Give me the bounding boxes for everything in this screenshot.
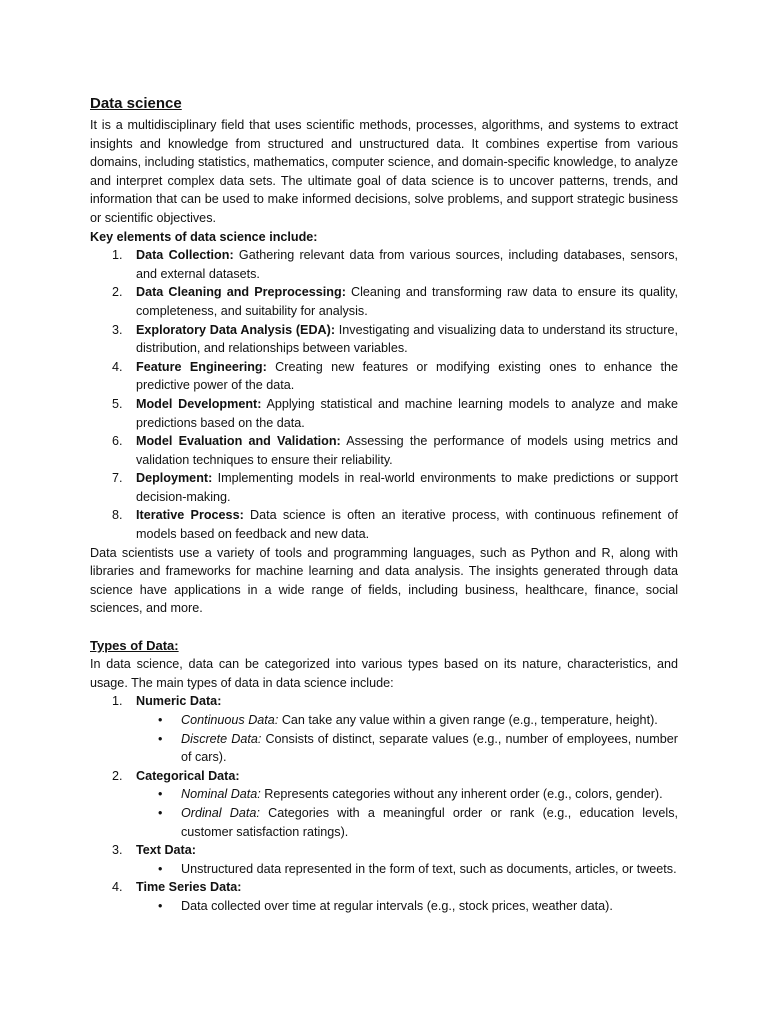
sub-list-item: • Discrete Data: Consists of distinct, separate values (e.g., number of employees, number of cars). [158, 731, 678, 765]
sub-list-item: • Ordinal Data: Categories with a meaningful order or rank (e.g., education levels, customer satisfaction ratings). [158, 805, 678, 839]
document-body [90, 94, 678, 916]
sub-list-item: • Data collected over time at regular intervals (e.g., stock prices, weather data). [158, 898, 613, 913]
types-intro-paragraph: In data science, data can be categorized into various types based on its nature, characteristics, and usage. The main types of data in data science include: [90, 657, 678, 690]
list-item: 2. Categorical Data: • Nominal Data: Represents categories without any inherent order (e.g., colors, gender). • Ordinal Data: Categories with a meaningful order or rank (e.g., education levels, customer satisfaction ratings). [90, 767, 678, 841]
list-item: 2. Data Cleaning and Preprocessing: Cleaning and transforming raw data to ensure its quality, completeness, and suitability for analysis. [112, 285, 678, 318]
list-item: 1. Data Collection: Gathering relevant data from various sources, including databases, sensors, and external datasets. [112, 248, 678, 281]
sub-list-item: • Continuous Data: Can take any value within a given range (e.g., temperature, height). [158, 713, 658, 727]
intro-paragraph: It is a multidisciplinary field that uses scientific methods, processes, algorithms, and systems to extract insights and knowledge from structured and unstructured data. It combines expertise from various domains, including statistics, mathematics, computer science, and domain-specific knowledge, to analyze and interpret complex data sets. The ultimate goal of data science is to uncover patterns, trends, and information that can be used to make informed decisions, solve problems, and support strategic business or scientific objectives. [90, 118, 678, 225]
sub-list-item: • Nominal Data: Represents categories without any inherent order (e.g., colors, gender). [158, 787, 663, 802]
list-item: 8. Iterative Process: Data science is often an iterative process, with continuous refinement of models based on feedback and new data. [112, 508, 678, 542]
list-item: 3. Exploratory Data Analysis (EDA): Investigating and visualizing data to understand its structure, distribution, and relationships between variables. [112, 322, 678, 356]
list-item: 7. Deployment: Implementing models in real-world environments to make predictions or support decision-making. [112, 471, 678, 504]
sub-list [136, 785, 678, 841]
sub-list [136, 711, 678, 767]
list-item: 6. Model Evaluation and Validation: Assessing the performance of models using metrics and validation techniques to ensure their reliability. [112, 434, 678, 467]
sub-list-item: • Unstructured data represented in the form of text, such as documents, articles, or tweets. [158, 861, 677, 876]
data-types-list [90, 692, 678, 915]
sub-list [136, 860, 678, 879]
closing-paragraph: Data scientists use a variety of tools and programming languages, such as Python and R, along with libraries and frameworks for machine learning and data analysis. The insights generated through data science have applications in a wide range of fields, including business, healthcare, finance, social sciences, and more. [90, 545, 678, 616]
section-title-types-of-data: Types of Data: [90, 637, 179, 653]
list-item: 4. Feature Engineering: Creating new features or modifying existing ones to enhance the predictive power of the data. [112, 359, 678, 393]
list-item: 1. Numeric Data: • Continuous Data: Can take any value within a given range (e.g., temperature, height). • Discrete Data: Consists of distinct, separate values (e.g., number of employees, number of cars). [90, 692, 678, 766]
sub-list [136, 897, 678, 916]
section-spacer [90, 618, 678, 637]
list-item: 5. Model Development: Applying statistical and machine learning models to analyze and make predictions based on the data. [112, 396, 678, 430]
list-item: 3. Text Data: • Unstructured data represented in the form of text, such as documents, articles, or tweets. [90, 841, 678, 878]
list-item: 4. Time Series Data: • Data collected over time at regular intervals (e.g., stock prices, weather data). [90, 878, 678, 915]
key-elements-heading: Key elements of data science include: [90, 229, 318, 244]
section-title-data-science: Data science [90, 95, 182, 112]
key-elements-list [90, 246, 678, 544]
